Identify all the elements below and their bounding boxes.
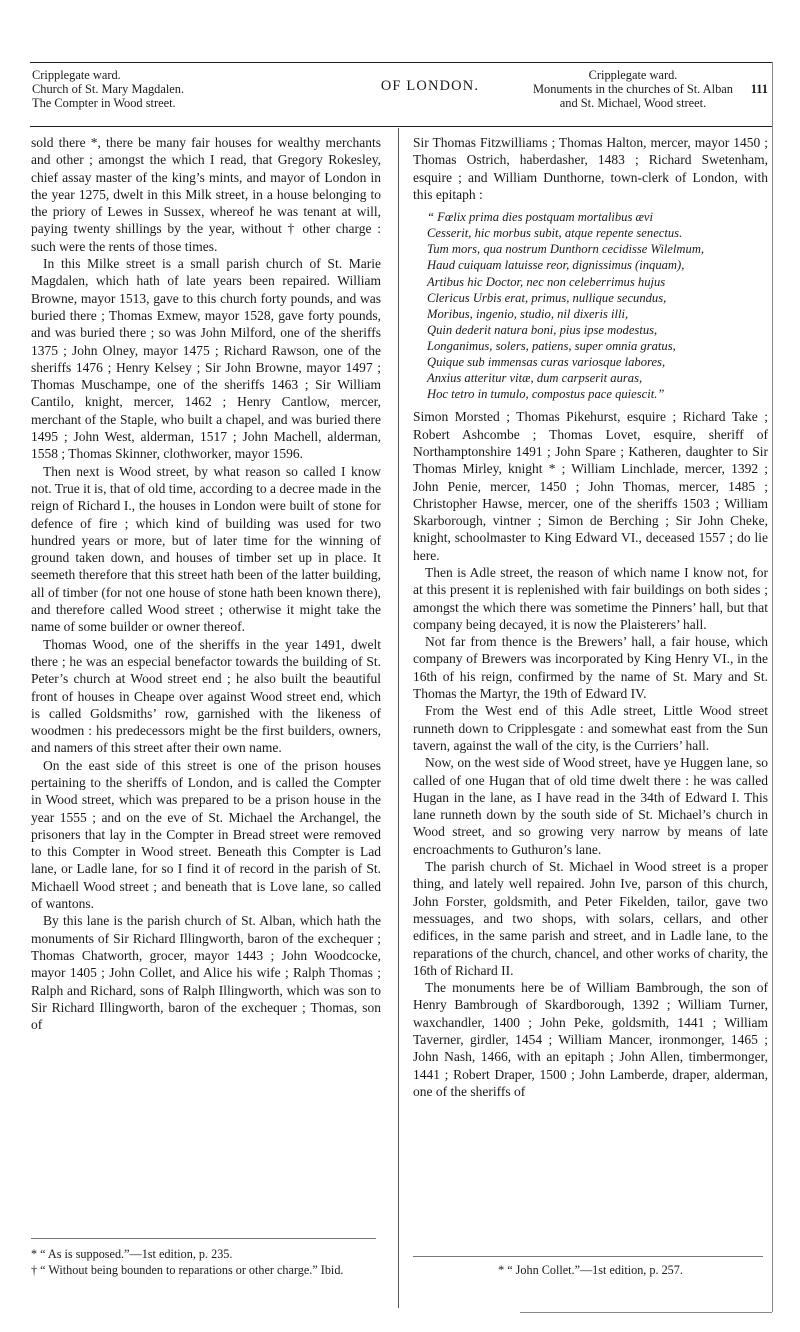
epitaph-line: Tum mors, qua nostrum Dunthorn cecidisse Wilelmum, bbox=[427, 242, 705, 257]
epitaph-line: Moribus, ingenio, studio, nil dixeris illi, bbox=[427, 306, 629, 321]
header-left-line: The Compter in Wood street. bbox=[32, 96, 176, 110]
epitaph-line: Hoc tetro in tumulo, compostus pace quiescit.” bbox=[427, 387, 665, 402]
header-left bbox=[32, 68, 312, 110]
epitaph-line: Quin dederit natura boni, pius ipse modestus, bbox=[427, 322, 658, 337]
paragraph: Sir Thomas Fitzwilliams ; Thomas Halton, mercer, mayor 1450 ; Thomas Ostrich, haberdasher, 1483 ; Richard Swetenham, esquire ; and William Dunthorne, town-clerk of London, with this epitaph : bbox=[413, 135, 768, 202]
right-column bbox=[413, 134, 768, 1100]
paragraph: Thomas Wood, one of the sheriffs in the year 1491, dwelt there ; he was an especial benefactor towards the building of St. Peter’s church at Wood street end ; he also built the beautiful front of houses in Cheape over against Wood street end, which is called Goldsmiths’ row, garnished with the likeness of woodmen : his predecessors might be the first builders, owners, and namers of this street after their own name. bbox=[31, 636, 381, 756]
footnotes-right bbox=[413, 1262, 768, 1278]
paragraph: Then next is Wood street, by what reason so called I know not. True it is, that of old time, according to a decree made in the reign of Richard I., the houses in London were built of stone for defence of fire ; which kind of building was used for two hundred years or more, but of later time for the winning of ground taken down, and houses of timber set up in place. It seemeth therefore that this street hath been of the latter building, all of timber (for not one house of stone hath been known there), and therefore called Wood street ; otherwise it might take the name of some builder or owner thereof. bbox=[31, 463, 381, 635]
footnote-rule-left bbox=[31, 1238, 376, 1239]
paragraph: By this lane is the parish church of St. Alban, which hath the monuments of Sir Richard Illingworth, baron of the exchequer ; Thomas Chatworth, grocer, mayor 1443 ; John Woodcocke, mayor 1405 ; John Collet, and Alice his wife ; Ralph Thomas ; Ralph and Richard, sons of Ralph Illingworth, which was son to Sir Richard Illingworth, baron of the exchequer ; Thomas, son of bbox=[31, 913, 381, 1033]
epitaph-line: Clericus Urbis erat, primus, nullique secundus, bbox=[427, 290, 667, 305]
paragraph: In this Milke street is a small parish church of St. Marie Magdalen, which hath of late years been repaired. William Browne, mayor 1513, gave to this church forty pounds, and was buried there ; Thomas Exmew, mayor 1528, gave forty pounds, and was buried there ; so was John Milford, one of the sheriffs 1375 ; John Olney, mayor 1475 ; Richard Rawson, one of the sheriffs 1476 ; Henry Kelsey ; Sir John Browne, mayor 1497 ; Thomas Muschampe, one of the sheriffs 1463 ; Sir William Cantilo, knight, mercer, 1462 ; Henry Cantlow, mercer, merchant of the Staple, who built a chapel, and was buried there 1495 ; John West, alderman, 1517 ; John Machell, alderman, 1558 ; Thomas Skinner, clothworker, mayor 1596. bbox=[31, 256, 381, 462]
epitaph-line: Quique sub immensas curas variosque labores, bbox=[427, 355, 666, 370]
paragraph: On the east side of this street is one of the prison houses pertaining to the sheriffs of London, and is called the Compter in Wood street, which was prepared to be a prison house in the year 1555 ; and on the eve of St. Michael the Archangel, the prisoners that lay in the Compter in Bread street were removed to this Compter in Wood street. Beneath this Compter is Lad lane, or Ladle lane, for so I find it of record in the parish of St. Michaell Wood street ; and beneath that is Love lane, so called of wantons. bbox=[31, 757, 381, 912]
footnote-rule-right bbox=[413, 1256, 763, 1257]
epitaph-line: “ Fœlix prima dies postquam mortalibus ævi bbox=[427, 210, 653, 225]
paragraph: Now, on the west side of Wood street, have ye Huggen lane, so called of one Hugan that of old time dwelt there : he was called Hugan in the lane, as I have read in the 34th of Edward I. This lane runneth down by the south side of St. Michael’s church in Wood street, and so growing very narrow by means of late encroachments to Guthuron’s lane. bbox=[413, 755, 768, 857]
top-rule bbox=[30, 62, 772, 63]
footnote: † “ Without being bounden to reparations or other charge.” Ibid. bbox=[31, 1263, 344, 1277]
paragraph: Then is Adle street, the reason of which name I know not, for at this present it is replenished with fair buildings on both sides ; amongst the which there was sometime the Pinners’ hall, but that company being decayed, it is now the Plaisterers’ hall. bbox=[413, 564, 768, 632]
epitaph-line: Artibus hic Doctor, nec non celeberrimus hujus bbox=[427, 274, 666, 289]
header-left-line: Cripplegate ward. bbox=[32, 68, 121, 82]
page-number: 111 bbox=[750, 82, 768, 96]
right-border bbox=[772, 62, 773, 1312]
epitaph-line: Anxius atteritur vitæ, dum carpserit auras, bbox=[427, 371, 643, 386]
header-title: OF LONDON. bbox=[380, 78, 480, 94]
footnotes-left bbox=[31, 1246, 391, 1278]
epitaph-line: Cesserit, hic morbus subit, atque repente senectus. bbox=[427, 226, 683, 241]
column-divider bbox=[398, 128, 399, 1308]
paragraph: sold there *, there be many fair houses for wealthy merchants and other ; amongst the which I read, that Gregory Rokesley, chief assay master of the king’s mints, and mayor of London in the year 1275, dwelt in this Milk street, in a house belonging to the priory of Lewes in Sussex, whereof he was tenant at will, paying twenty shillings by the year, without † other charge : such were the rents of those times. bbox=[31, 135, 381, 254]
left-column bbox=[31, 134, 381, 1033]
footnote: * “ As is supposed.”—1st edition, p. 235. bbox=[31, 1247, 233, 1261]
epitaph-line: Longanimus, solers, patiens, super omnia gratus, bbox=[427, 338, 676, 353]
bottom-rule bbox=[520, 1312, 772, 1313]
header-right-line: and St. Michael, Wood street. bbox=[559, 96, 707, 110]
epitaph bbox=[427, 209, 768, 402]
running-header bbox=[30, 68, 772, 128]
header-right-line: Cripplegate ward. bbox=[588, 68, 678, 82]
paragraph: Not far from thence is the Brewers’ hall, a fair house, which company of Brewers was incorporated by King Henry VI., in the 16th of his reign, confirmed by the name of St. Mary and St. Thomas the Martyr, the 19th of Edward IV. bbox=[413, 634, 768, 702]
header-rule bbox=[30, 126, 772, 127]
footnote: * “ John Collet.”—1st edition, p. 257. bbox=[498, 1263, 683, 1277]
header-left-line: Church of St. Mary Magdalen. bbox=[32, 82, 185, 96]
paragraph: Simon Morsted ; Thomas Pikehurst, esquire ; Richard Take ; Robert Ashcombe ; Thomas Lovet, esquire, sheriff of Northamptonshire 1491 ; John Spare ; Katheren, daughter to Sir Thomas Mirley, knight * ; William Linchlade, mercer, 1392 ; John Penie, mercer, 1450 ; John Thomas, mercer, 1485 ; Christopher Hawse, mercer, one of the sheriffs 1503 ; William Skarborough, vintner ; Simon de Berching ; Sir John Cheke, knight, schoolmaster to King Edward VI., deceased 1557 ; do lie here. bbox=[413, 409, 768, 563]
paragraph: The parish church of St. Michael in Wood street is a proper thing, and lately well repaired. John Ive, parson of this church, John Forster, goldsmith, and Peter Fikelden, tailor, gave two messuages, and two shops, with solars, cellars, and other edifices, in the same parish and street, and in Ladle lane, to the reparations of the church, chancel, and other works of charity, the 16th of Richard II. bbox=[413, 859, 768, 978]
header-right-line: Monuments in the churches of St. Alban bbox=[533, 82, 733, 96]
paragraph: The monuments here be of William Bambrough, the son of Henry Bambrough of Skardborough, 1392 ; William Turner, waxchandler, 1400 ; John Peke, goldsmith, 1441 ; William Taverner, girdler, 1454 ; William Mancer, ironmonger, 1465 ; John Nash, 1466, with an epitaph ; John Allen, timbermonger, 1441 ; Robert Draper, 1500 ; John Lamberde, draper, alderman, one of the sheriffs of bbox=[413, 980, 768, 1099]
paragraph: From the West end of this Adle street, Little Wood street runneth down to Cripplesgate : and somewhat east from the Sun tavern, against the wall of the city, is the Curriers’ hall. bbox=[413, 703, 768, 753]
epitaph-line: Haud cuiquam latuisse reor, dignissimus (inquam), bbox=[427, 258, 685, 273]
header-right bbox=[518, 68, 748, 110]
